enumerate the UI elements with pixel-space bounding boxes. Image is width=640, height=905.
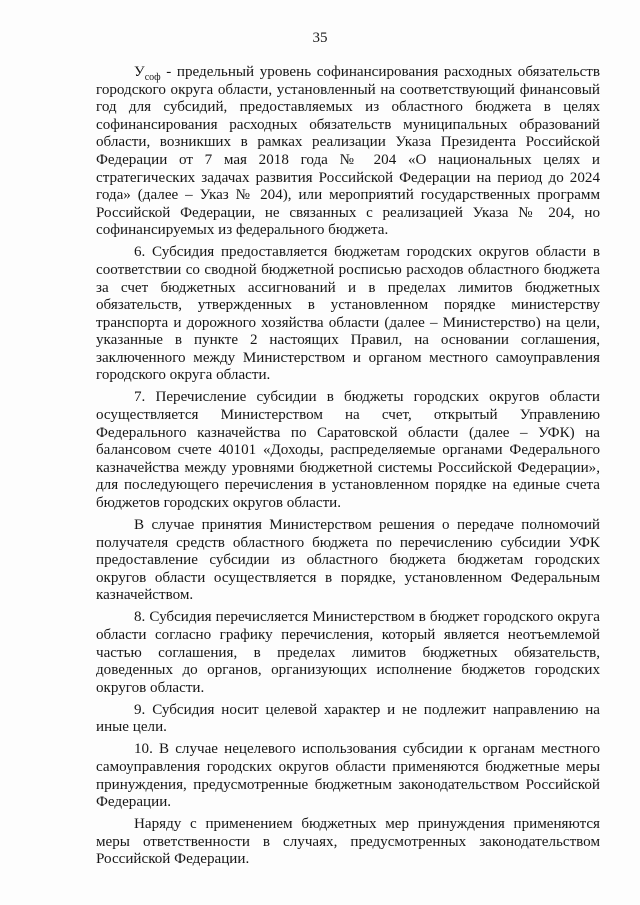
paragraph-7: 7. Перечисление субсидии в бюджеты городских округов области осуществляется Министерством на счет, открытый Управлению Федерального казначейства по Саратовской области (далее – УФК) на балансовом счете 40101 «Доходы, распределяемые органами Федерального казначейства между уровнями бюджетной системы Российской Федерации», для последующего перечисления в установленном порядке на единые счета бюджетов городских округов области. — [96, 389, 600, 512]
document-body — [96, 64, 600, 873]
paragraph-9: 9. Субсидия носит целевой характер и не подлежит направлению на иные цели. — [96, 701, 600, 736]
formula-definition-text: - предельный уровень софинансирования расходных обязательств городского округа области, установленный на соответствующий финансовый год для субсидий, предоставляемых из областного бюджета в целях софинансирования расходных обязательств муниципальных образований области, возникших в рамках реализации Указа Президента Российской Федерации от 7 мая 2018 года № 204 «О национальных целях и стратегических задачах развития Российской Федерации на период до 2024 года» (далее – Указ № 204), или мероприятий государственных программ Российской Федерации, не связанных с реализацией Указа № 204, но софинансируемых из федерального бюджета. — [96, 64, 600, 239]
paragraph-7-continued: В случае принятия Министерством решения о передаче полномочий получателя средств областного бюджета по перечислению субсидии УФК предоставление субсидии из областного бюджета бюджетам городских округов области осуществляется в порядке, установленном Федеральным казначейством. — [96, 517, 600, 604]
paragraph-10: 10. В случае нецелевого использования субсидии к органам местного самоуправления городских округов области применяются бюджетные меры принуждения, предусмотренные бюджетным законодательством Российской Федерации. — [96, 741, 600, 811]
paragraph-10-continued: Наряду с применением бюджетных мер принуждения применяются меры ответственности в случаях, предусмотренных законодательством Российской Федерации. — [96, 816, 600, 868]
formula-symbol — [134, 64, 161, 84]
formula-symbol-subscript: соф — [144, 72, 161, 84]
page-number: 35 — [312, 30, 328, 46]
paragraph-6: 6. Субсидия предоставляется бюджетам городских округов области в соответствии со сводной бюджетной росписью расходов областного бюджета за счет бюджетных ассигнований и в пределах лимитов бюджетных обязательств, утвержденных в установленном порядке министерству транспорта и дорожного хозяйства области (далее – Министерство) на цели, указанные в пункте 2 настоящих Правил, на основании соглашения, заключенного между Министерством и органом местного самоуправления городского округа области. — [96, 244, 600, 384]
paragraph-formula-definition — [96, 64, 600, 240]
paragraph-8: 8. Субсидия перечисляется Министерством в бюджет городского округа области согласно графику перечисления, который является неотъемлемой частью соглашения, в пределах лимитов бюджетных обязательств, доведенных до органов, организующих исполнение бюджетов городских округов области. — [96, 609, 600, 696]
formula-symbol-letter: У — [134, 64, 145, 80]
